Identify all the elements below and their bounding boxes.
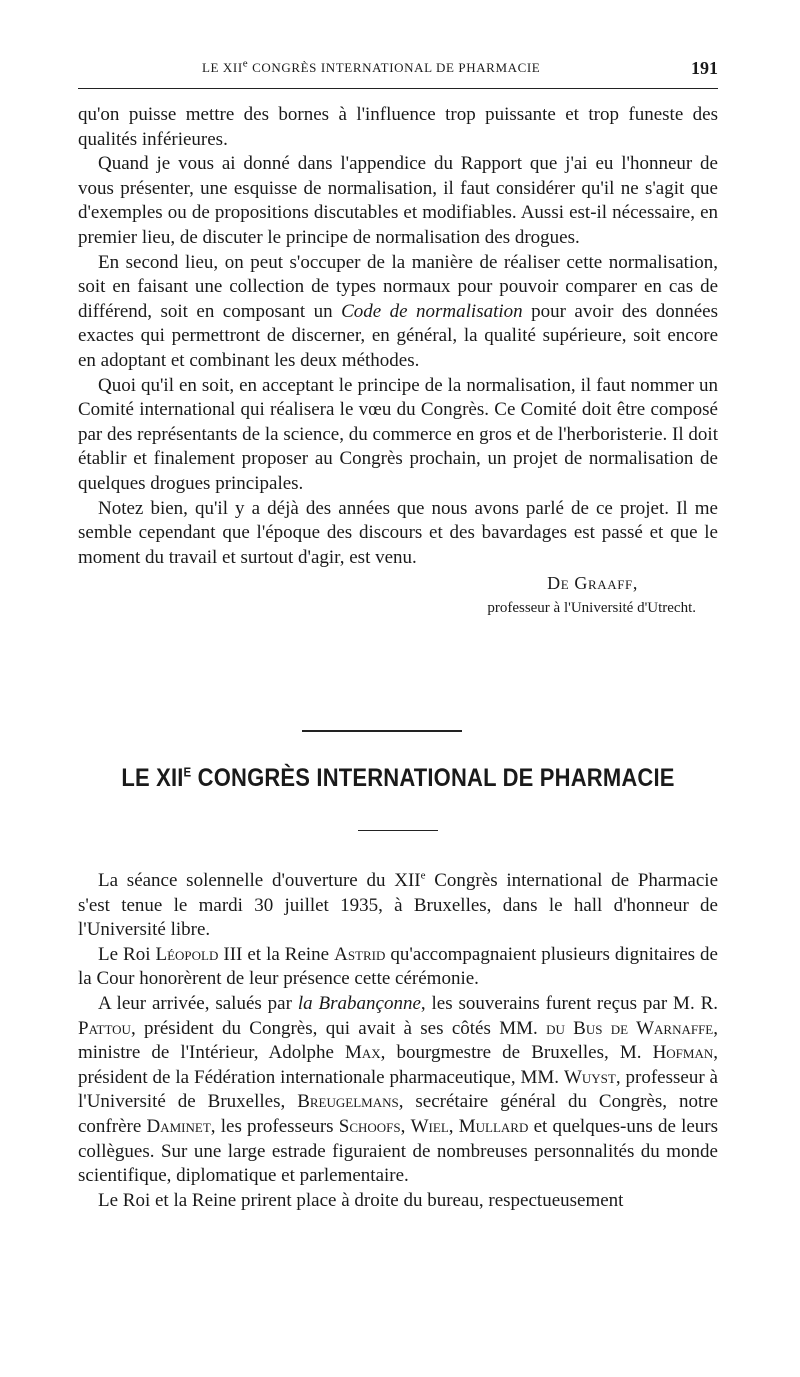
article-congres bbox=[78, 869, 718, 1213]
header-rule bbox=[78, 88, 718, 89]
article-de-graaff bbox=[78, 103, 718, 620]
page-number: 191 bbox=[691, 58, 718, 78]
paragraph-seance: La séance solennelle d'ouverture du XIIe Congrès international de Pharmacie s'est tenue le mardi 30 juillet 1935, à Bruxelles, dans le hall d'honneur de l'Université libre. bbox=[78, 869, 719, 941]
section-title: LE $XII^E$ CONGRÈS INTERNATIONAL DE PHARMACIE bbox=[121, 764, 675, 792]
paragraph-continued: qu'on puisse mettre des bornes à l'influence trop puissante et trop funeste des qualités inférieures. bbox=[78, 104, 718, 150]
paragraph-appendice: Quand je vous ai donné dans l'appendice du Rapport que j'ai eu l'honneur de vous présenter, une esquisse de normalisation, il faut considérer qu'il ne s'agit que d'exemples ou de propositions discutables et modifiables. Aussi est-il nécessaire, en premier lieu, de discuter le principe de normalisation des drogues. bbox=[78, 153, 718, 248]
title-underline-rule bbox=[358, 830, 438, 831]
section-separator-rule bbox=[302, 730, 462, 732]
running-header bbox=[78, 58, 718, 80]
paragraph-roi-reine: Le Roi Léopold III et la Reine Astrid qu'accompagnaient plusieurs dignitaires de la Cour honorèrent de leur présence cette cérémonie. bbox=[78, 943, 718, 990]
signature-role: professeur à l'Université d'Utrecht. bbox=[487, 600, 696, 617]
paragraph-comite: Quoi qu'il en soit, en acceptant le principe de la normalisation, il faut nommer un Comité international qui réalisera le vœu du Congrès. Ce Comité doit être composé par des représentants de la science, du commerce en gros et de l'herboristerie. Il doit établir et finalement proposer au Congrès prochain, un projet de normalisation de quelques drogues principales. bbox=[78, 374, 718, 494]
paragraph-notez-bien: Notez bien, qu'il y a déjà des années que nous avons parlé de ce projet. Il me semble cependant que l'époque des discours et des bavardages est passé et que le moment du travail et surtout d'agir, est venu. bbox=[78, 497, 718, 568]
paragraph-arrivee: A leur arrivée, salués par la Brabançonne, les souverains furent reçus par M. R. Pattou, président du Congrès, qui avait à ses côtés MM. du Bus de Warnaffe, ministre de l'Intérieur, Adolphe Max, bourgmestre de Bruxelles, M. Hofman, président de la Fédération internationale pharmaceutique, MM. Wuyst, professeur à l'Université de Bruxelles, Breugelmans, secrétaire général du Congrès, notre confrère Daminet, les professeurs Schoofs, Wiel, Mullard et quelques-uns de leurs collègues. Sur une large estrade figuraient de nombreuses personnalités du monde scientifique, diplomatique et parlementaire. bbox=[78, 992, 719, 1187]
signature-name: De Graaff, bbox=[547, 573, 638, 594]
paragraph-second-lieu: En second lieu, on peut s'occuper de la manière de réaliser cette normalisation, soit en faisant une collection de types normaux pour pouvoir comparer en cas de différend, soit en composant un Code de normalisation pour avoir des données exactes qui permettront de discerner, en général, la qualité supérieure, soit encore en adoptant et combinant les deux méthodes. bbox=[78, 251, 718, 371]
running-title: LE XIIe CONGRÈS INTERNATIONAL DE PHARMACIE bbox=[202, 57, 541, 75]
paragraph-prirent-place: Le Roi et la Reine prirent place à droite du bureau, respectueusement bbox=[98, 1189, 624, 1211]
italic-code-normalisation: Code de normalisation bbox=[341, 300, 523, 322]
